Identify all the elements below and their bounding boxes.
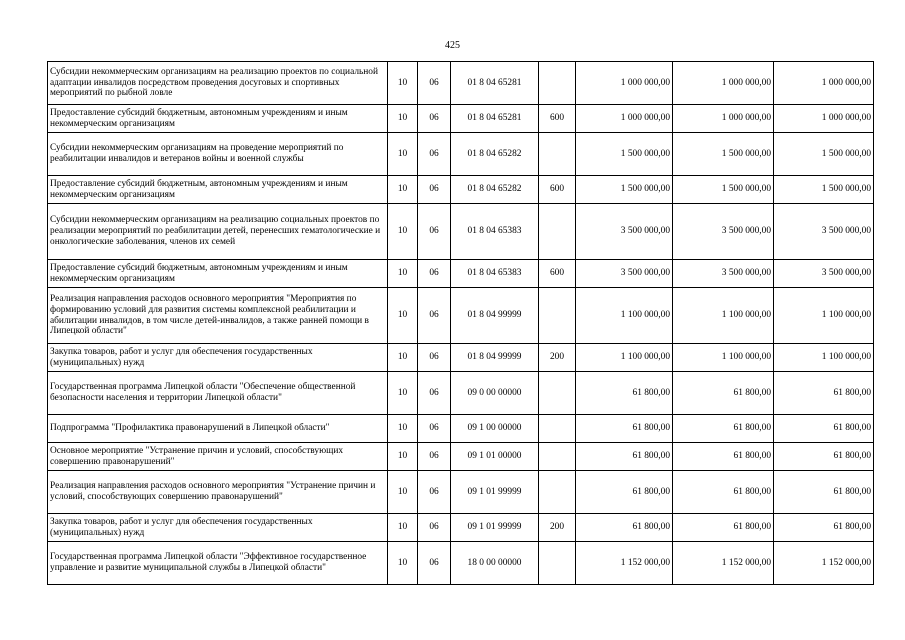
table-row: [48, 204, 874, 260]
row-section-cell: 10: [388, 133, 418, 176]
row-subsection-cell: 06: [418, 176, 451, 204]
row-expense-type-cell: [539, 443, 576, 471]
table-body: [48, 62, 874, 585]
row-name-cell: Государственная программа Липецкой области "Обеспечение общественной безопасности населения и территории Липецкой области": [48, 372, 388, 415]
row-name-cell: Закупка товаров, работ и услуг для обеспечения государственных (муниципальных) нужд: [48, 514, 388, 542]
row-target-code-cell: 18 0 00 00000: [451, 542, 539, 585]
row-value-3-cell: 3 500 000,00: [774, 260, 874, 288]
row-value-3-cell: 61 800,00: [774, 471, 874, 514]
row-subsection-cell: 06: [418, 514, 451, 542]
row-value-3-cell: 1 152 000,00: [774, 542, 874, 585]
row-value-1-cell: 61 800,00: [576, 471, 673, 514]
page-number: 425: [445, 40, 460, 51]
row-value-1-cell: 1 100 000,00: [576, 288, 673, 344]
row-subsection-cell: 06: [418, 62, 451, 105]
row-value-1-cell: 61 800,00: [576, 443, 673, 471]
row-value-3-cell: 3 500 000,00: [774, 204, 874, 260]
row-expense-type-cell: [539, 204, 576, 260]
row-expense-type-cell: [539, 62, 576, 105]
row-value-1-cell: 1 500 000,00: [576, 176, 673, 204]
table-row: [48, 471, 874, 514]
row-value-3-cell: 61 800,00: [774, 514, 874, 542]
row-name-cell: Реализация направления расходов основного мероприятия "Устранение причин и условий, способствующих совершению правонарушений": [48, 471, 388, 514]
row-expense-type-cell: [539, 133, 576, 176]
row-subsection-cell: 06: [418, 542, 451, 585]
row-subsection-cell: 06: [418, 288, 451, 344]
row-name-cell: Предоставление субсидий бюджетным, автономным учреждениям и иным некоммерческим организациям: [48, 176, 388, 204]
budget-table: [47, 61, 874, 585]
row-value-2-cell: 1 000 000,00: [673, 62, 774, 105]
row-target-code-cell: 01 8 04 99999: [451, 344, 539, 372]
table-row: [48, 415, 874, 443]
row-section-cell: 10: [388, 204, 418, 260]
row-value-1-cell: 3 500 000,00: [576, 260, 673, 288]
row-target-code-cell: 09 0 00 00000: [451, 372, 539, 415]
table-row: [48, 372, 874, 415]
row-value-2-cell: 1 100 000,00: [673, 344, 774, 372]
table-row: [48, 133, 874, 176]
row-name-cell: Закупка товаров, работ и услуг для обеспечения государственных (муниципальных) нужд: [48, 344, 388, 372]
row-subsection-cell: 06: [418, 105, 451, 133]
row-value-3-cell: 1 500 000,00: [774, 176, 874, 204]
row-expense-type-cell: [539, 288, 576, 344]
row-value-2-cell: 61 800,00: [673, 372, 774, 415]
row-subsection-cell: 06: [418, 260, 451, 288]
table-row: [48, 260, 874, 288]
row-value-1-cell: 1 152 000,00: [576, 542, 673, 585]
row-target-code-cell: 01 8 04 65282: [451, 176, 539, 204]
row-expense-type-cell: [539, 471, 576, 514]
row-name-cell: Субсидии некоммерческим организациям на реализацию социальных проектов по реализации мероприятий по реабилитации детей, перенесших гематологические и онкологические заболевания, членов их семей: [48, 204, 388, 260]
row-section-cell: 10: [388, 176, 418, 204]
row-value-2-cell: 61 800,00: [673, 443, 774, 471]
row-value-1-cell: 61 800,00: [576, 415, 673, 443]
row-target-code-cell: 01 8 04 65281: [451, 62, 539, 105]
row-subsection-cell: 06: [418, 415, 451, 443]
row-expense-type-cell: 600: [539, 105, 576, 133]
row-target-code-cell: 01 8 04 65281: [451, 105, 539, 133]
row-value-1-cell: 1 000 000,00: [576, 105, 673, 133]
row-target-code-cell: 09 1 01 00000: [451, 443, 539, 471]
row-value-3-cell: 1 100 000,00: [774, 288, 874, 344]
row-value-2-cell: 1 500 000,00: [673, 176, 774, 204]
row-expense-type-cell: [539, 415, 576, 443]
row-target-code-cell: 09 1 00 00000: [451, 415, 539, 443]
row-value-2-cell: 61 800,00: [673, 415, 774, 443]
row-subsection-cell: 06: [418, 133, 451, 176]
row-expense-type-cell: [539, 542, 576, 585]
row-expense-type-cell: 200: [539, 344, 576, 372]
row-name-cell: Предоставление субсидий бюджетным, автономным учреждениям и иным некоммерческим организациям: [48, 260, 388, 288]
row-section-cell: 10: [388, 372, 418, 415]
row-expense-type-cell: [539, 372, 576, 415]
row-value-1-cell: 61 800,00: [576, 372, 673, 415]
row-name-cell: Государственная программа Липецкой области "Эффективное государственное управление и развитие муниципальной службы в Липецкой области": [48, 542, 388, 585]
row-name-cell: Реализация направления расходов основного мероприятия "Мероприятия по формированию условий для развития системы комплексной реабилитации и абилитации инвалидов, в том числе детей-инвалидов, а также ранней помощи в Липецкой области": [48, 288, 388, 344]
row-subsection-cell: 06: [418, 204, 451, 260]
row-target-code-cell: 01 8 04 65383: [451, 260, 539, 288]
row-subsection-cell: 06: [418, 372, 451, 415]
row-target-code-cell: 01 8 04 99999: [451, 288, 539, 344]
row-name-cell: Субсидии некоммерческим организациям на проведение мероприятий по реабилитации инвалидов и ветеранов войны и военной службы: [48, 133, 388, 176]
row-subsection-cell: 06: [418, 471, 451, 514]
row-value-3-cell: 1 000 000,00: [774, 62, 874, 105]
row-value-2-cell: 1 152 000,00: [673, 542, 774, 585]
row-section-cell: 10: [388, 542, 418, 585]
row-value-1-cell: 1 500 000,00: [576, 133, 673, 176]
row-target-code-cell: 09 1 01 99999: [451, 471, 539, 514]
row-name-cell: Субсидии некоммерческим организациям на реализацию проектов по социальной адаптации инвалидов посредством проведения досуговых и спортивных мероприятий по рыбной ловле: [48, 62, 388, 105]
row-section-cell: 10: [388, 344, 418, 372]
table-row: [48, 62, 874, 105]
row-value-3-cell: 1 000 000,00: [774, 105, 874, 133]
row-value-1-cell: 3 500 000,00: [576, 204, 673, 260]
row-value-3-cell: 61 800,00: [774, 443, 874, 471]
row-value-2-cell: 3 500 000,00: [673, 260, 774, 288]
row-section-cell: 10: [388, 62, 418, 105]
row-expense-type-cell: 600: [539, 176, 576, 204]
table-row: [48, 288, 874, 344]
row-value-3-cell: 1 100 000,00: [774, 344, 874, 372]
row-expense-type-cell: 600: [539, 260, 576, 288]
table-row: [48, 514, 874, 542]
row-value-2-cell: 1 100 000,00: [673, 288, 774, 344]
row-name-cell: Основное мероприятие "Устранение причин и условий, способствующих совершению правонарушений": [48, 443, 388, 471]
row-target-code-cell: 01 8 04 65282: [451, 133, 539, 176]
row-value-2-cell: 61 800,00: [673, 471, 774, 514]
row-section-cell: 10: [388, 260, 418, 288]
row-target-code-cell: 01 8 04 65383: [451, 204, 539, 260]
row-value-2-cell: 3 500 000,00: [673, 204, 774, 260]
row-name-cell: Подпрограмма "Профилактика правонарушений в Липецкой области": [48, 415, 388, 443]
row-section-cell: 10: [388, 514, 418, 542]
row-value-1-cell: 1 000 000,00: [576, 62, 673, 105]
row-target-code-cell: 09 1 01 99999: [451, 514, 539, 542]
row-value-1-cell: 1 100 000,00: [576, 344, 673, 372]
row-name-cell: Предоставление субсидий бюджетным, автономным учреждениям и иным некоммерческим организациям: [48, 105, 388, 133]
row-section-cell: 10: [388, 443, 418, 471]
row-section-cell: 10: [388, 105, 418, 133]
row-expense-type-cell: 200: [539, 514, 576, 542]
table-row: [48, 443, 874, 471]
row-value-2-cell: 1 000 000,00: [673, 105, 774, 133]
row-value-3-cell: 61 800,00: [774, 372, 874, 415]
table-row: [48, 344, 874, 372]
row-value-2-cell: 61 800,00: [673, 514, 774, 542]
table-row: [48, 176, 874, 204]
row-section-cell: 10: [388, 288, 418, 344]
row-value-3-cell: 1 500 000,00: [774, 133, 874, 176]
table-row: [48, 105, 874, 133]
row-value-3-cell: 61 800,00: [774, 415, 874, 443]
row-subsection-cell: 06: [418, 344, 451, 372]
row-section-cell: 10: [388, 471, 418, 514]
row-value-2-cell: 1 500 000,00: [673, 133, 774, 176]
row-section-cell: 10: [388, 415, 418, 443]
row-subsection-cell: 06: [418, 443, 451, 471]
row-value-1-cell: 61 800,00: [576, 514, 673, 542]
table-row: [48, 542, 874, 585]
